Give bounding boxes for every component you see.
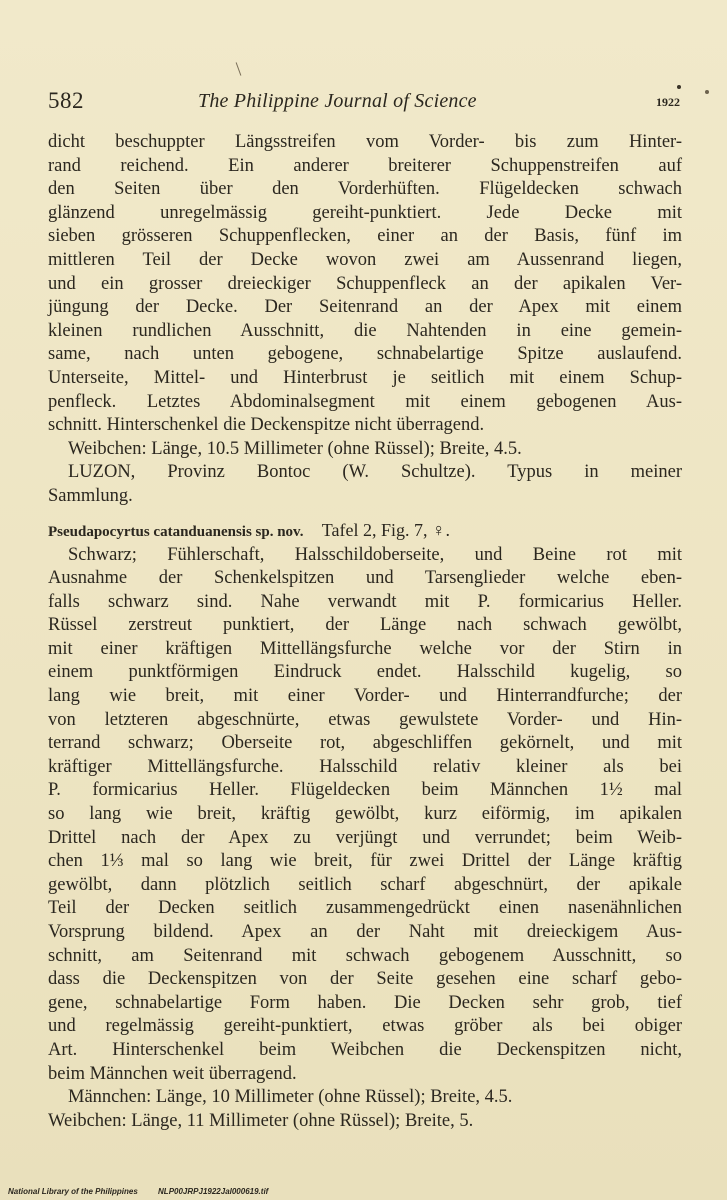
text-line: mit einer kräftigen Mittellängsfurche welche vor der Stirn in bbox=[48, 638, 682, 659]
text-line: Vorsprung bildend. Apex an der Naht mit dreieckigem Aus- bbox=[48, 922, 682, 942]
page-number: 582 bbox=[48, 88, 84, 113]
body-text bbox=[48, 131, 682, 1133]
text-line: Ausnahme der Schenkelspitzen und Tarsenglieder welche eben- bbox=[48, 568, 682, 589]
text-line: so lang wie breit, kräftig gewölbt, kurz eiförmig, im apikalen bbox=[48, 804, 682, 825]
text-line: falls schwarz sind. Nahe verwandt mit P. formicarius Heller. bbox=[48, 591, 682, 612]
text-line: same, nach unten gebogene, schnabelartige Spitze auslaufend. bbox=[48, 344, 682, 365]
text-line: den Seiten über den Vorderhüften. Flügeldecken schwach bbox=[48, 179, 682, 200]
text-line: glänzend unregelmässig gereiht-punktiert. Jede Decke mit bbox=[48, 202, 682, 223]
text-line: Art. Hinterschenkel beim Weibchen die Deckenspitzen nicht, bbox=[48, 1039, 682, 1060]
female-measurements: Weibchen: Länge, 10.5 Millimeter (ohne Rüssel); Breite, 4.5. bbox=[68, 438, 522, 459]
male-measurements: Männchen: Länge, 10 Millimeter (ohne Rüssel); Breite, 4.5. bbox=[68, 1087, 513, 1108]
paragraph-gap bbox=[48, 509, 682, 517]
text-line: schnitt, am Seitenrand mit schwach gebogenem Ausschnitt, so bbox=[48, 945, 682, 966]
publication-year: 1922 bbox=[656, 95, 680, 109]
text-line: chen 1⅓ mal so lang wie breit, für zwei Drittel der Länge kräftig bbox=[48, 851, 682, 872]
text-line: Unterseite, Mittel- und Hinterbrust je seitlich mit einem Schup- bbox=[48, 367, 682, 388]
text-line: dicht beschuppter Längsstreifen vom Vorder- bis zum Hinter- bbox=[48, 132, 682, 152]
locality-line: LUZON, Provinz Bontoc (W. Schultze). Typus in meiner bbox=[68, 462, 682, 483]
ink-speck bbox=[705, 90, 709, 94]
text-line: Rüssel zerstreut punktiert, der Länge nach schwach gewölbt, bbox=[48, 615, 682, 636]
text-line: lang wie breit, mit einer Vorder- und Hinterrandfurche; der bbox=[48, 686, 682, 707]
text-line: gene, schnabelartige Form haben. Die Decken sehr grob, tief bbox=[48, 992, 682, 1013]
pencil-mark bbox=[236, 62, 242, 75]
species-name: Pseudapocyrtus catanduanensis sp. nov. bbox=[48, 523, 304, 540]
text-line: rand reichend. Ein anderer breiterer Schuppenstreifen auf bbox=[48, 155, 682, 176]
text-line: mittleren Teil der Decke wovon zwei am Aussenrand liegen, bbox=[48, 249, 682, 270]
scan-footer bbox=[8, 1187, 268, 1196]
text-line: dass die Deckenspitzen von der Seite gesehen eine scharf gebo- bbox=[48, 969, 682, 990]
text-line: Teil der Decken seitlich zusammengedrückt einen nasenähnlichen bbox=[48, 898, 682, 919]
text-line: kleinen rundlichen Ausschnitt, die Nahtenden in eine gemein- bbox=[48, 320, 682, 341]
text-line: Drittel nach der Apex zu verjüngt und verrundet; beim Weib- bbox=[48, 827, 682, 848]
text-line: kräftiger Mittellängsfurche. Halsschild relativ kleiner als bei bbox=[48, 756, 682, 777]
journal-title: The Philippine Journal of Science bbox=[198, 90, 477, 112]
scan-file-id: NLP00JRPJ1922Jal000619.tif bbox=[158, 1187, 269, 1196]
female-measurements: Weibchen: Länge, 11 Millimeter (ohne Rüssel); Breite, 5. bbox=[48, 1110, 474, 1131]
text-line: P. formicarius Heller. Flügeldecken beim Männchen 1½ mal bbox=[48, 780, 682, 801]
text-line: von letzteren abgeschnürte, etwas gewulstete Vorder- und Hin- bbox=[48, 709, 682, 730]
plate-reference: Tafel 2, Fig. 7, ♀. bbox=[321, 519, 450, 540]
running-header bbox=[48, 88, 682, 122]
text-line: jüngung der Decke. Der Seitenrand an der Apex mit einem bbox=[48, 297, 682, 318]
species-heading bbox=[48, 517, 682, 544]
text-line: Schwarz; Fühlerschaft, Halsschildoberseite, und Beine rot mit bbox=[68, 544, 682, 565]
text-line: gewölbt, dann plötzlich seitlich scharf abgeschnürt, der apikale bbox=[48, 874, 682, 895]
text-line: beim Männchen weit überragend. bbox=[48, 1063, 297, 1084]
text-line: penfleck. Letztes Abdominalsegment mit einem gebogenen Aus- bbox=[48, 391, 682, 412]
text-line: und regelmässig gereiht-punktiert, etwas gröber als bei obiger bbox=[48, 1016, 682, 1037]
text-line: schnitt. Hinterschenkel die Deckenspitze nicht überragend. bbox=[48, 415, 485, 436]
locality-line: Sammlung. bbox=[48, 485, 133, 506]
text-line: einem punktförmigen Eindruck endet. Halsschild kugelig, so bbox=[48, 662, 682, 683]
library-credit: National Library of the Philippines bbox=[8, 1187, 138, 1196]
text-line: terrand schwarz; Oberseite rot, abgeschliffen gekörnelt, und mit bbox=[48, 733, 682, 754]
text-line: sieben grösseren Schuppenflecken, einer an der Basis, fünf im bbox=[48, 226, 682, 247]
text-line: und ein grosser dreieckiger Schuppenfleck an der apikalen Ver- bbox=[48, 273, 682, 294]
